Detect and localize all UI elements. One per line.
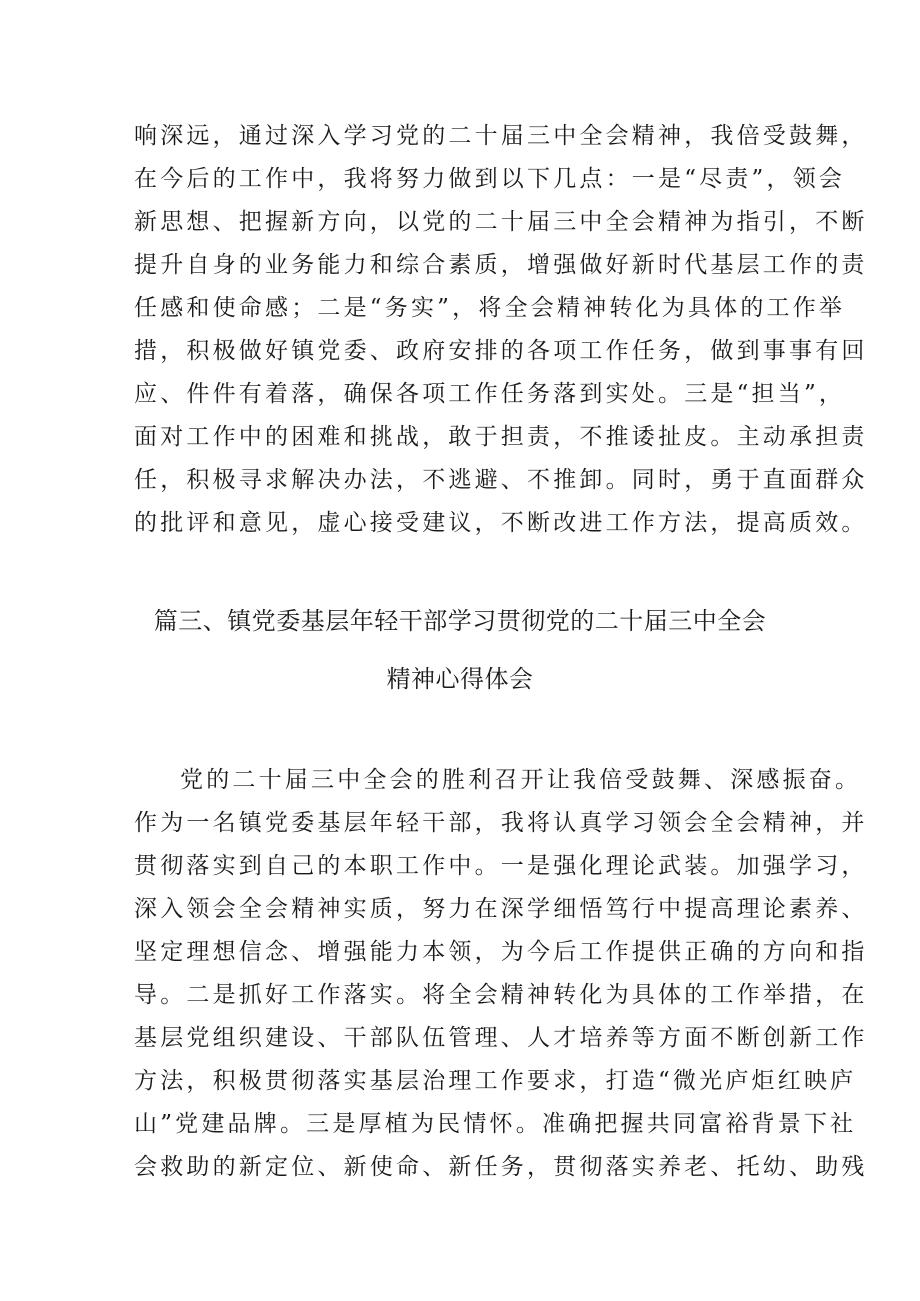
- text-line: 任感和使命感；二是“务实”，将全会精神转化为具体的工作举: [134, 295, 846, 321]
- text-line: 基层党组织建设、干部队伍管理、人才培养等方面不断创新工作: [134, 1025, 868, 1051]
- text-line: 响深远，通过深入学习党的二十届三中全会精神，我倍受鼓舞，: [134, 123, 868, 149]
- text-line: 的批评和意见，虚心接受建议，不断改进工作方法，提高质效。: [134, 510, 868, 536]
- text-line: 贯彻落实到自己的本职工作中。一是强化理论武装。加强学习，: [134, 853, 868, 879]
- text-line: 任，积极寻求解决办法，不逃避、不推卸。同时，勇于直面群众: [134, 467, 868, 493]
- text-line: 山”党建品牌。三是厚植为民情怀。准确把握共同富裕背景下社: [134, 1111, 857, 1137]
- text-line: 深入领会全会精神实质，努力在深学细悟笃行中提高理论素养、: [134, 896, 868, 922]
- text-line: 方法，积极贯彻落实基层治理工作要求，打造“微光庐炬红映庐: [134, 1068, 857, 1094]
- text-line: 新思想、把握新方向，以党的二十届三中全会精神为指引，不断: [134, 209, 868, 235]
- text-line: 作为一名镇党委基层年轻干部，我将认真学习领会全会精神，并: [134, 810, 868, 836]
- text-line: 导。二是抓好工作落实。将全会精神转化为具体的工作举措，在: [134, 982, 868, 1008]
- text-line: 党的二十届三中全会的胜利召开让我倍受鼓舞、深感振奋。: [180, 767, 862, 793]
- text-line: 应、件件有着落，确保各项工作任务落到实处。三是“担当”，: [134, 381, 846, 407]
- text-line: 措，积极做好镇党委、政府安排的各项工作任务，做到事事有回: [134, 338, 868, 364]
- text-line: 提升自身的业务能力和综合素质，增强做好新时代基层工作的责: [134, 252, 868, 278]
- section-title-line-2: 精神心得体会: [386, 665, 534, 693]
- text-line: 坚定理想信念、增强能力本领，为今后工作提供正确的方向和指: [134, 939, 868, 965]
- text-line: 会救助的新定位、新使命、新任务，贯彻落实养老、托幼、助残: [134, 1154, 868, 1180]
- text-line: 在今后的工作中，我将努力做到以下几点：一是“尽责”，领会: [134, 166, 846, 192]
- section-title-line-1: 篇三、镇党委基层年轻干部学习贯彻党的二十届三中全会: [153, 607, 767, 635]
- text-line: 面对工作中的困难和挑战，敢于担责，不推诿扯皮。主动承担责: [134, 424, 868, 450]
